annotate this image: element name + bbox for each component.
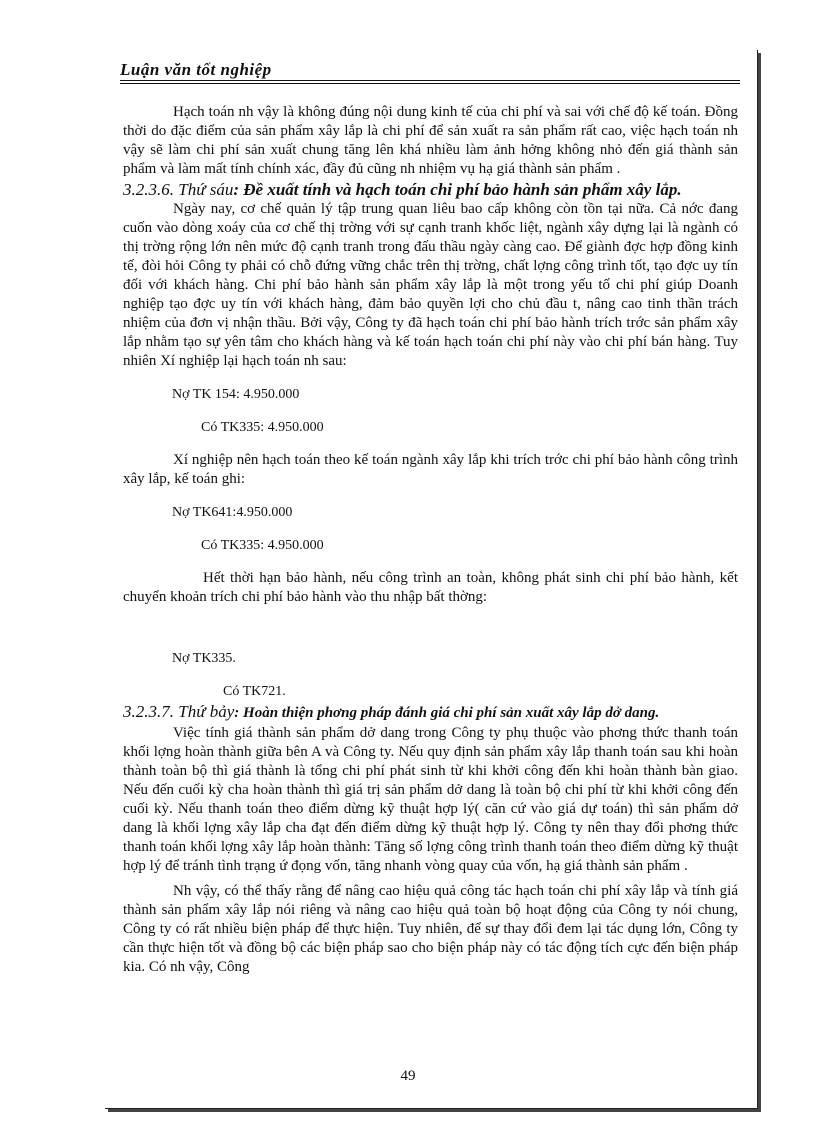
heading-title: : Hoàn thiện phơng pháp đánh giá chi phí sản xuất xây lắp dở dang. xyxy=(234,705,660,721)
header-rule-bottom xyxy=(120,83,740,84)
journal-entry-debit-641: Nợ TK641:4.950.000 xyxy=(172,505,293,520)
heading-number: 3.2.3.7. Thứ bảy xyxy=(123,702,235,721)
journal-entry-credit-721: Có TK721. xyxy=(223,684,286,699)
paragraph-4: Hết thời hạn bảo hành, nếu công trình an toàn, không phát sinh chi phí bảo hành, kết chuyển khoản trích chi phí bảo hành vào thu nhập bất thờng: xyxy=(123,570,738,605)
running-header: Luận văn tốt nghiệp xyxy=(120,60,272,79)
journal-entry-credit-335-b: Có TK335: 4.950.000 xyxy=(201,538,324,553)
paragraph-2: Ngày nay, cơ chế quản lý tập trung quan liêu bao cấp không còn tồn tại nữa. Cả nớc đang cuốn vào dòng xoáy của cơ chế thị trờng với sự cạnh tranh khốc liệt, ngành xây dựng lại là ngành có thị trờng rộng lớn nên mức độ cạnh tranh trong đấu thầu ngày càng cao. Để giành đợc hợp đồng kinh tế, đòi hỏi Công ty phải có chỗ đứng vững chắc trên thị trờng, chất lợng công trình tốt, tạo đợc uy tín đối với khách hàng. Chi phí bảo hành sản phẩm xây lắp là một trong yếu tố chi phí giúp Doanh nghiệp tạo đợc uy tín với khách hàng, đảm bảo quyền lợi cho chủ đầu t, nâng cao tinh thần trách nhiệm của đơn vị nhận thầu. Bởi vậy, Công ty đã hạch toán chi phí bảo hành trích trớc sản phẩm xây lắp nhằm tạo sự yên tâm cho khách hàng và kế toán hạch toán chi phí này vào chi phí bán hàng. Tuy nhiên Xí nghiệp lại hạch toán nh sau: xyxy=(123,201,738,369)
paragraph-3: Xí nghiệp nên hạch toán theo kế toán ngành xây lắp khi trích trớc chi phí bảo hành công trình xây lắp, kế toán ghi: xyxy=(123,452,738,487)
heading-number: 3.2.3.6. Thứ sáu xyxy=(123,180,234,199)
paragraph-6: Nh vậy, có thể thấy rằng để nâng cao hiệu quả công tác hạch toán chi phí xây lắp và tính giá thành sản phẩm xây lắp nói riêng và nâng cao hiệu quả toàn bộ hoạt động của Công ty nói chung, Công ty có rất nhiều biện pháp để thực hiện. Tuy nhiên, để sự thay đổi đem lại tác dụng lớn, Công ty cần thực hiện tốt và đồng bộ các biện pháp sao cho biện pháp này có tác động tích cực đến biện pháp kia. Có nh vậy, Công xyxy=(123,883,738,975)
section-heading-3-2-3-7 xyxy=(123,701,738,724)
header-rule-top xyxy=(120,80,740,81)
section-heading-3-2-3-6 xyxy=(123,179,738,200)
journal-entry-debit-335: Nợ TK335. xyxy=(172,651,236,666)
paragraph-5: Việc tính giá thành sản phẩm dở dang trong Công ty phụ thuộc vào phơng thức thanh toán khối lợng hoàn thành giữa bên A và Công ty. Nếu quy định sản phẩm xây lắp thanh toán sau khi hoàn thành toàn bộ thì giá thành là tổng chi phí phát sinh từ khi khởi công đến khi hoàn thành bàn giao. Nếu đến cuối kỳ cha hoàn thành thì giá trị sản phẩm dở dang là toàn bộ chi phí từ khi khởi công đến cuối kỳ. Nếu thanh toán theo điểm dừng kỹ thuật hợp lý( căn cứ vào giá dự toán) thì sản phẩm dở dang là khối lợng xây lắp cha đạt đến điểm dừng kỹ thuật hợp lý. Công ty nên thay đổi phơng thức thanh toán khối lợng xây lắp hoàn thành: Tăng số lợng công trình thanh toán theo điểm dừng kỹ thuật hợp lý để tránh tình trạng ứ đọng vốn, tăng nhanh vòng quay của vốn, hạ giá thành sản phẩm . xyxy=(123,725,738,874)
journal-entry-credit-335: Có TK335: 4.950.000 xyxy=(201,420,324,435)
document-body xyxy=(123,103,738,977)
paragraph-1: Hạch toán nh vậy là không đúng nội dung kinh tế của chi phí và sai với chế độ kế toán. Đồng thời do đặc điểm của sản phẩm xây lắp là chi phí để sản xuất ra sản phẩm rất cao, việc hạch toán nh vậy sẽ làm chi phí sản xuất chung tăng lên khá nhiều làm ảnh hởng không nhỏ đến giá thành sản phẩm và làm mất tính chính xác, đầy đủ cũng nh nhiệm vụ hạ giá thành sản phẩm . xyxy=(123,104,738,177)
heading-title: : Đề xuất tính và hạch toán chi phí bảo hành sản phẩm xây lắp. xyxy=(233,180,682,199)
journal-entry-debit-154: Nợ TK 154: 4.950.000 xyxy=(172,387,300,402)
page-number: 49 xyxy=(400,1068,416,1084)
